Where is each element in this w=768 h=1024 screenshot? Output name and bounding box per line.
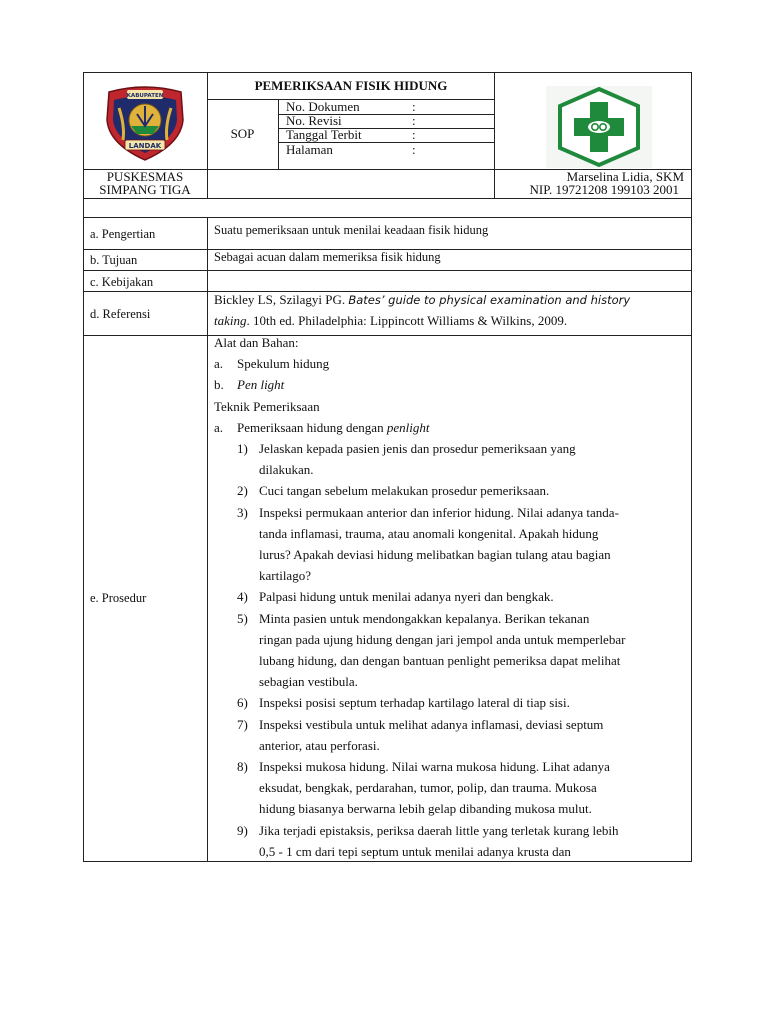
step-text-line: anterior, atau perforasi. (259, 737, 380, 753)
row-label-kebijakan: c. Kebijakan (90, 275, 154, 289)
step-text-line: lurus? Apakah deviasi hidung melibatkan bagian tulang atau bagian (259, 547, 611, 563)
doc-field-label: No. Dokumen (286, 99, 360, 114)
procedure-step (214, 820, 686, 862)
doc-field-label: No. Revisi (286, 113, 342, 128)
alat-item (214, 353, 686, 374)
step-text-line: Inspeksi vestibula untuk melihat adanya inflamasi, deviasi septum (259, 716, 604, 732)
prosedur-content (214, 332, 686, 862)
alat-item-text: Spekulum hidung (237, 356, 330, 372)
step-text-line: ringan pada ujung hidung dengan jari jempol anda untuk memperlebar (259, 631, 626, 647)
step-number: 6) (237, 695, 248, 711)
list-marker: a. (214, 356, 224, 372)
divider (83, 270, 692, 271)
step-number: 3) (237, 504, 248, 520)
step-number: 5) (237, 610, 248, 626)
procedure-step (214, 714, 686, 756)
reference-authors: Bickley LS, Szilagyi PG. (214, 292, 349, 307)
procedure-step (214, 756, 686, 820)
doc-field-sep: : (412, 113, 416, 128)
procedure-step (214, 692, 686, 713)
teknik-item-text: Pemeriksaan hidung dengan (237, 419, 387, 435)
procedure-step (214, 502, 686, 587)
signer-nip: NIP. 19721208 199103 2001 (529, 182, 679, 197)
step-text-line: tanda inflamasi, trauma, atau anomali kongenital. Apakah hidung (259, 525, 599, 541)
list-marker: b. (214, 377, 224, 393)
step-text-line: Jelaskan kepada pasien jenis dan prosedur pemeriksaan yang (259, 441, 576, 457)
org-name: SIMPANG TIGA (99, 182, 191, 197)
org-name: PUSKESMAS (106, 169, 184, 184)
step-text-line: Cuci tangan sebelum melakukan prosedur pemeriksaan. (259, 483, 550, 499)
step-text-line: hidung biasanya berwarna lebih gelap dibanding mukosa mulut. (259, 801, 592, 817)
svg-text:LANDAK: LANDAK (128, 142, 162, 150)
step-number: 1) (237, 441, 248, 457)
step-text-line: Inspeksi mukosa hidung. Nilai warna mukosa hidung. Lihat adanya (259, 759, 610, 775)
procedure-steps (214, 438, 686, 862)
row-text-referensi (214, 292, 630, 308)
doc-field-label: Halaman (286, 142, 333, 157)
signer-name: Marselina Lidia, SKM (566, 169, 684, 184)
procedure-step (214, 480, 686, 501)
divider (207, 217, 208, 862)
step-text-line: eksudat, bengkak, perdarahan, tumor, polip, dan trauma. Mukosa (259, 780, 597, 796)
teknik-item (214, 417, 686, 438)
reference-book-title: Bates’ guide to physical examination and history (348, 293, 631, 307)
reference-publisher: . 10th ed. Philadelphia: Lippincott Williams & Wilkins, 2009. (246, 313, 568, 328)
step-number: 4) (237, 589, 248, 605)
step-number: 8) (237, 759, 248, 775)
step-text-line: 0,5 - 1 cm dari tepi septum untuk menilai adanya krusta dan (259, 843, 571, 859)
doc-field-label: Tanggal Terbit (286, 127, 362, 142)
divider (83, 217, 692, 218)
document-title: PEMERIKSAAN FISIK HIDUNG (254, 78, 448, 93)
list-marker: a. (214, 419, 224, 435)
table-border-top (83, 72, 692, 73)
row-text-pengertian: Suatu pemeriksaan untuk menilai keadaan fisik hidung (214, 223, 489, 237)
table-border-right (691, 72, 692, 862)
svg-text:KABUPATEN: KABUPATEN (126, 93, 164, 99)
step-text-line: Minta pasien untuk mendongakkan kepalanya. Berikan tekanan (259, 610, 590, 626)
step-number: 9) (237, 822, 248, 838)
divider (83, 198, 692, 199)
alat-heading: Alat dan Bahan: (214, 335, 299, 350)
divider (278, 99, 279, 169)
row-label-referensi: d. Referensi (90, 307, 151, 321)
alat-item-text: Pen light (237, 377, 285, 393)
step-text-line: sebagian vestibula. (259, 674, 358, 690)
step-text-line: Inspeksi posisi septum terhadap kartilago lateral di tiap sisi. (259, 695, 570, 711)
step-text-line: lubang hidung, dan dengan bantuan penlight pemeriksa dapat melihat (259, 653, 621, 669)
step-text-line: Jika terjadi epistaksis, periksa daerah little yang terletak kurang lebih (259, 822, 619, 838)
teknik-item-italic: penlight (386, 419, 430, 435)
row-label-tujuan: b. Tujuan (90, 253, 138, 267)
reference-book-title-end: taking (214, 313, 247, 328)
step-number: 7) (237, 716, 248, 732)
puskesmas-logo (546, 86, 652, 168)
doc-field-sep: : (412, 142, 416, 157)
row-label-pengertian: a. Pengertian (90, 227, 156, 241)
row-text-referensi-line2 (214, 313, 567, 329)
step-text-line: Inspeksi permukaan anterior dan inferior hidung. Nilai adanya tanda- (259, 504, 619, 520)
kabupaten-landak-logo (101, 86, 189, 162)
sop-label: SOP (230, 126, 255, 141)
procedure-step (214, 586, 686, 607)
alat-item (214, 374, 686, 395)
row-label-prosedur: e. Prosedur (90, 591, 147, 605)
procedure-step (214, 608, 686, 693)
teknik-heading: Teknik Pemeriksaan (214, 398, 320, 414)
row-text-tujuan: Sebagai acuan dalam memeriksa fisik hidung (214, 250, 441, 264)
step-number: 2) (237, 483, 248, 499)
doc-field-sep: : (412, 127, 416, 142)
step-text-line: Palpasi hidung untuk menilai adanya nyeri dan bengkak. (259, 589, 554, 605)
step-text-line: dilakukan. (259, 462, 314, 478)
doc-field-sep: : (412, 99, 416, 114)
procedure-step (214, 438, 686, 480)
step-text-line: kartilago? (259, 568, 311, 584)
